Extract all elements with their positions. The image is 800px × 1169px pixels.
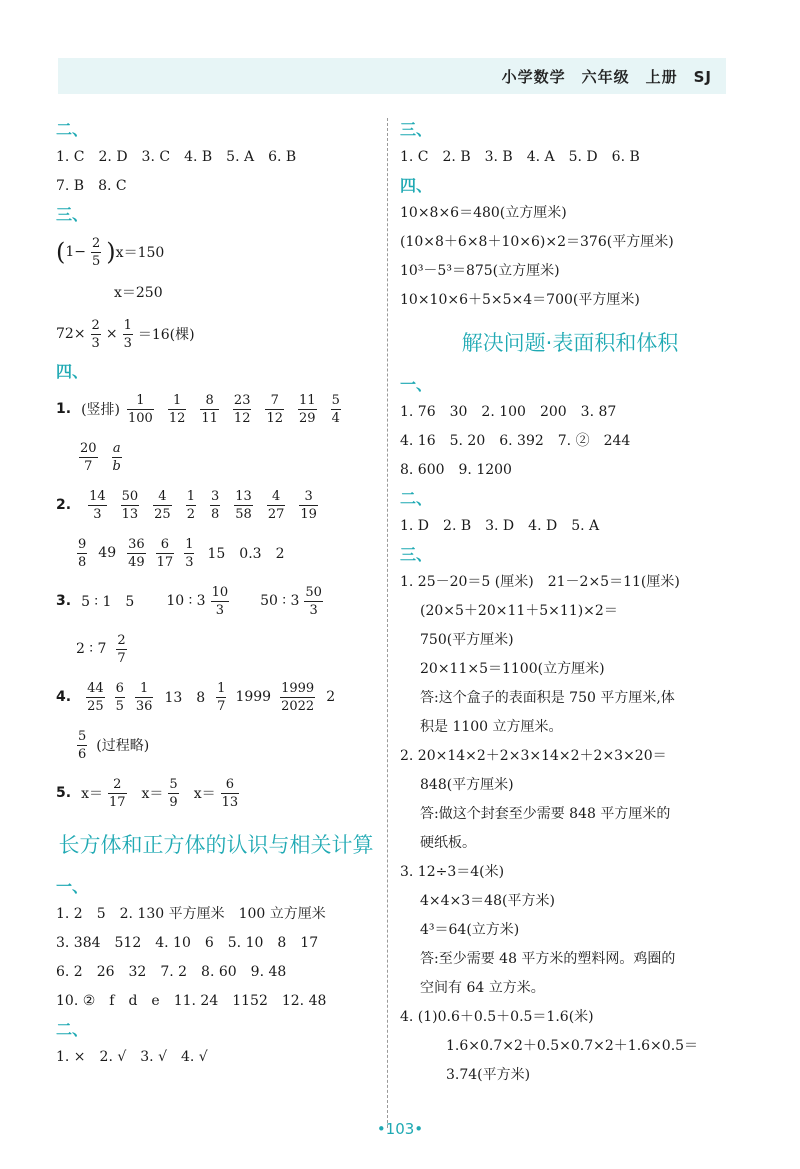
section-heading: 二、 [56,1020,89,1039]
answer-line: 6. 2 26 32 7. 2 8. 60 9. 48 [56,964,287,980]
answer-line: 4×4×3＝48(平方米) [420,893,555,909]
section-title: 长方体和正方体的认识与相关计算 [58,833,374,857]
answer-line: 10. ② f d e 11. 24 1152 12. 48 [56,993,327,1009]
answer-line: 1. 2 5 2. 130 平方厘米 100 立方厘米 [56,906,326,922]
fraction: $\frac{4}{25}$ [154,488,171,522]
fraction: $\frac{5}{9}$ [169,776,178,810]
answer-line: 10×10×6＋5×5×4＝700(平方厘米) [400,292,640,308]
answer-line: 750(平方厘米) [420,632,514,648]
answer-q2: 2. $\frac{14}{3}$ $\frac{50}{13}$ $\frac{4}{25}$ $\frac{1}{2}$ $\frac{3}{8}$ $\frac{13}{58}$ $\frac{4}{27}$ $\frac{3}{19}$ [56,481,376,529]
answer-line: (10×8＋6×8＋10×6)×2＝376(平方厘米) [400,234,674,250]
fraction: $\frac{2}{7}$ [117,632,126,666]
fraction: $\frac{1}{7}$ [217,680,226,714]
fraction: $\frac{1}{12}$ [168,392,186,426]
section-heading: 一、 [56,877,89,896]
fraction: $\frac{50}{3}$ [305,584,322,618]
fraction: $\frac{9}{8}$ [78,536,87,570]
answer-line: 1.6×0.7×2＋0.5×0.7×2＋1.6×0.5＝ [446,1038,699,1054]
section-title: 解决问题·表面积和体积 [461,331,679,355]
answer-line: 1. × 2. √ 3. √ 4. √ [56,1049,208,1065]
section-heading: 三、 [400,120,433,139]
section-heading: 二、 [400,489,433,508]
answer-line: 1. C 2. D 3. C 4. B 5. A 6. B [56,149,297,165]
fraction: $\frac{6}{13}$ [221,776,239,810]
fraction: $\frac{a}{b}$ [112,440,121,474]
answer-line: 4. (1)0.6＋0.5＋0.5＝1.6(米) [400,1009,594,1025]
fraction: $\frac{10}{3}$ [211,584,229,618]
fraction: $\frac{5}{6}$ [78,728,87,762]
answer-line: 答:做这个封套至少需要 848 平方厘米的 [420,806,671,822]
answer-line: 20×11×5＝1100(立方厘米) [420,661,605,677]
answer-line: 答:这个盒子的表面积是 750 平方厘米,体 [420,690,675,706]
fraction: $\frac{1}{36}$ [135,680,153,714]
answer-line: 1. C 2. B 3. B 4. A 5. D 6. B [400,149,640,165]
paren-close: ) [106,238,116,266]
answer-line: 4³＝64(立方米) [420,922,520,938]
fraction: $\frac{36}{49}$ [128,536,145,570]
section-heading: 三、 [400,545,433,564]
section-heading: 四、 [400,176,433,195]
answer-line: 3.74(平方米) [446,1067,531,1083]
answer-q4: 4. $\frac{44}{25}$ $\frac{6}{5}$ $\frac{1}{36}$ 13 8 $\frac{1}{7}$ 1999 $\frac{1999}{2022}$ 2 [56,680,336,714]
section-heading: 一、 [400,375,433,394]
section-heading: 四、 [56,362,89,381]
fraction-list [81,488,325,523]
fraction: $\frac{6}{17}$ [156,536,174,570]
answer-line: 8. 600 9. 1200 [400,462,512,478]
section-heading: 二、 [56,120,89,139]
fraction: $\frac{5}{4}$ [331,392,340,426]
fraction: $\frac{13}{58}$ [235,488,252,522]
fraction: $\frac{2}{17}$ [108,776,126,810]
paren-open: ( [56,238,66,266]
answer-line: 3. 12÷3＝4(米) [400,864,505,880]
answer-line: 4. 16 5. 20 6. 392 7. ② 244 [400,433,631,449]
answer-line: 10×8×6＝480(立方厘米) [400,205,567,221]
answer-line: 硬纸板。 [420,835,476,851]
answer-line: (20×5＋20×11＋5×11)×2＝ [420,603,618,619]
answer-line: 7. B 8. C [56,178,127,194]
answer-q5: 5. x＝ $\frac{2}{17}$ x＝ $\frac{5}{9}$ x＝ $\frac{6}{13}$ [56,776,239,810]
fraction: $\frac{8}{11}$ [201,392,218,426]
answer-q2-cont: $\frac{9}{8}$ 49 $\frac{36}{49}$ $\frac{6}{17}$ $\frac{1}{3}$ 15 0.3 2 [78,536,285,570]
fraction: $\frac{7}{12}$ [266,392,284,426]
fraction: $\frac{1}{3}$ [123,317,132,351]
fraction: $\frac{4}{27}$ [267,488,285,522]
answer-line: 848(平方厘米) [420,777,514,793]
equation-line: x＝250 [114,285,163,301]
header-band [58,58,726,94]
answer-q3-cont: 2 ∶ 7 $\frac{2}{7}$ [76,632,126,666]
book-title: 小学数学 六年级 上册 SJ [501,68,712,86]
answer-q1: 1. (竖排) $\frac{1}{100}$ $\frac{1}{12}$ $\frac{8}{11}$ $\frac{23}{12}$ $\frac{7}{12}$ $\frac{11}{29}$ $\frac{5}{4}$ [56,385,376,433]
fraction: $\frac{2}{5}$ [92,235,101,269]
fraction: $\frac{1}{3}$ [185,536,194,570]
fraction: $\frac{14}{3}$ [89,488,106,522]
answer-q3: 3. 5 ∶ 1 5 10 ∶ 3 $\frac{10}{3}$ 50 ∶ 3 $\frac{50}{3}$ [56,584,322,618]
fraction: $\frac{23}{12}$ [233,392,251,426]
section-heading: 三、 [56,205,89,224]
equation-line: ( 1− $\frac{2}{5}$ ) x＝150 [56,235,165,269]
column-divider [387,118,388,1128]
fraction: $\frac{6}{5}$ [115,680,124,714]
left-column [56,116,376,1072]
equation-line: 72× $\frac{2}{3}$ × $\frac{1}{3}$ ＝16(棵) [56,317,195,351]
fraction: $\frac{3}{8}$ [210,488,220,522]
fraction: $\frac{44}{25}$ [87,680,104,714]
fraction: $\frac{1}{2}$ [186,488,195,522]
answer-q4-cont: $\frac{5}{6}$ (过程略) [78,728,150,762]
answer-line: 空间有 64 立方米。 [420,980,545,996]
fraction: $\frac{1999}{2022}$ [281,680,315,714]
answer-q1-cont [56,433,376,481]
answer-line: 1. 25－20＝5 (厘米) 21－2×5＝11(厘米) [400,574,680,590]
fraction: $\frac{11}{29}$ [299,392,316,426]
answer-line: 10³－5³＝875(立方厘米) [400,263,560,279]
answer-line: 3. 384 512 4. 10 6 5. 10 8 17 [56,935,319,951]
fraction-list [120,392,348,427]
answer-line: 1. D 2. B 3. D 4. D 5. A [400,518,600,534]
answer-line: 1. 76 30 2. 100 200 3. 87 [400,404,617,420]
fraction: $\frac{3}{19}$ [300,488,317,522]
fraction: $\frac{50}{13}$ [121,488,139,522]
answer-line: 积是 1100 立方厘米。 [420,719,563,735]
right-column [400,116,740,1090]
fraction: $\frac{2}{3}$ [91,317,100,351]
fraction: $\frac{20}{7}$ [80,440,97,474]
page-number: •103• [376,1120,424,1138]
fraction: $\frac{1}{100}$ [128,392,153,426]
answer-line: 2. 20×14×2＋2×3×14×2＋2×3×20＝ [400,748,667,764]
fraction-list [72,440,129,475]
answer-line: 答:至少需要 48 平方米的塑料网。鸡圈的 [420,951,676,967]
